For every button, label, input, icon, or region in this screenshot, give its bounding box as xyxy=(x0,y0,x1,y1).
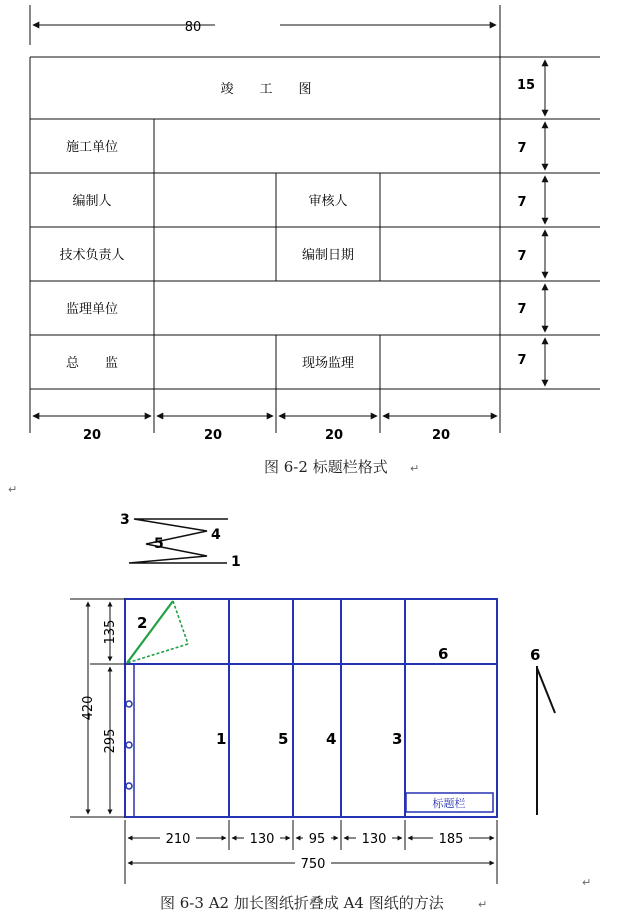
row-height-1: 7 xyxy=(517,141,527,156)
section-label-3: 3 xyxy=(392,730,403,748)
height-total-label: 420 xyxy=(81,695,96,721)
top-right-label-6: 6 xyxy=(438,645,449,663)
caption-fig-6-3: 图 6-3 A2 加长图纸折叠成 A4 图纸的方法 xyxy=(160,894,444,912)
corner-fold-label: 2 xyxy=(137,614,148,632)
col-width-2: 20 xyxy=(203,428,223,443)
width-label-130b: 130 xyxy=(361,832,387,847)
cell-technical-lead: 技术负责人 xyxy=(59,248,125,263)
fold-number-5: 5 xyxy=(154,536,164,552)
title-block-label: 标题栏 xyxy=(432,797,466,810)
height-top-label: 135 xyxy=(103,619,118,645)
cell-construction-unit: 施工单位 xyxy=(65,140,119,155)
cell-chief-supervisor: 总 监 xyxy=(65,356,119,371)
sheet-fold-figure xyxy=(70,599,555,884)
title-row-height: 15 xyxy=(516,78,536,93)
height-bottom-label: 295 xyxy=(103,728,118,754)
section-label-1: 1 xyxy=(216,730,227,748)
col-width-1: 20 xyxy=(82,428,102,443)
return-mark-3: ↵ xyxy=(582,876,592,889)
row-height-3: 7 xyxy=(517,249,527,264)
width-dimension-label: 80 xyxy=(184,20,202,35)
cell-compile-date: 编制日期 xyxy=(301,248,355,263)
cell-supervision-unit: 监理单位 xyxy=(65,302,119,317)
return-mark-1: ↵ xyxy=(410,462,420,475)
width-label-185: 185 xyxy=(438,832,464,847)
col-width-3: 20 xyxy=(324,428,344,443)
cell-site-supervisor: 现场监理 xyxy=(301,356,355,371)
width-label-130a: 130 xyxy=(249,832,275,847)
return-mark-4: ↵ xyxy=(478,898,488,911)
cell-reviewer: 审核人 xyxy=(308,194,348,209)
title-block-figure xyxy=(30,5,600,443)
col-width-4: 20 xyxy=(431,428,451,443)
return-mark-2: ↵ xyxy=(8,483,18,496)
row-height-5: 7 xyxy=(517,353,527,368)
fold-number-4: 4 xyxy=(211,527,221,543)
row-height-4: 7 xyxy=(517,302,527,317)
fold-number-1: 1 xyxy=(231,554,241,570)
caption-fig-6-2: 图 6-2 标题栏格式 xyxy=(264,458,388,476)
table-title: 竣 工 图 xyxy=(220,82,312,97)
section-label-4: 4 xyxy=(326,730,337,748)
width-label-95: 95 xyxy=(308,832,326,847)
section-label-5: 5 xyxy=(278,730,289,748)
fold-number-3: 3 xyxy=(120,512,130,528)
width-total-label: 750 xyxy=(300,857,326,872)
row-height-2: 7 xyxy=(517,195,527,210)
side-label-6: 6 xyxy=(530,646,541,664)
cell-compiler: 编制人 xyxy=(72,194,112,209)
width-label-210: 210 xyxy=(165,832,191,847)
fold-zigzag-diagram xyxy=(120,512,241,570)
